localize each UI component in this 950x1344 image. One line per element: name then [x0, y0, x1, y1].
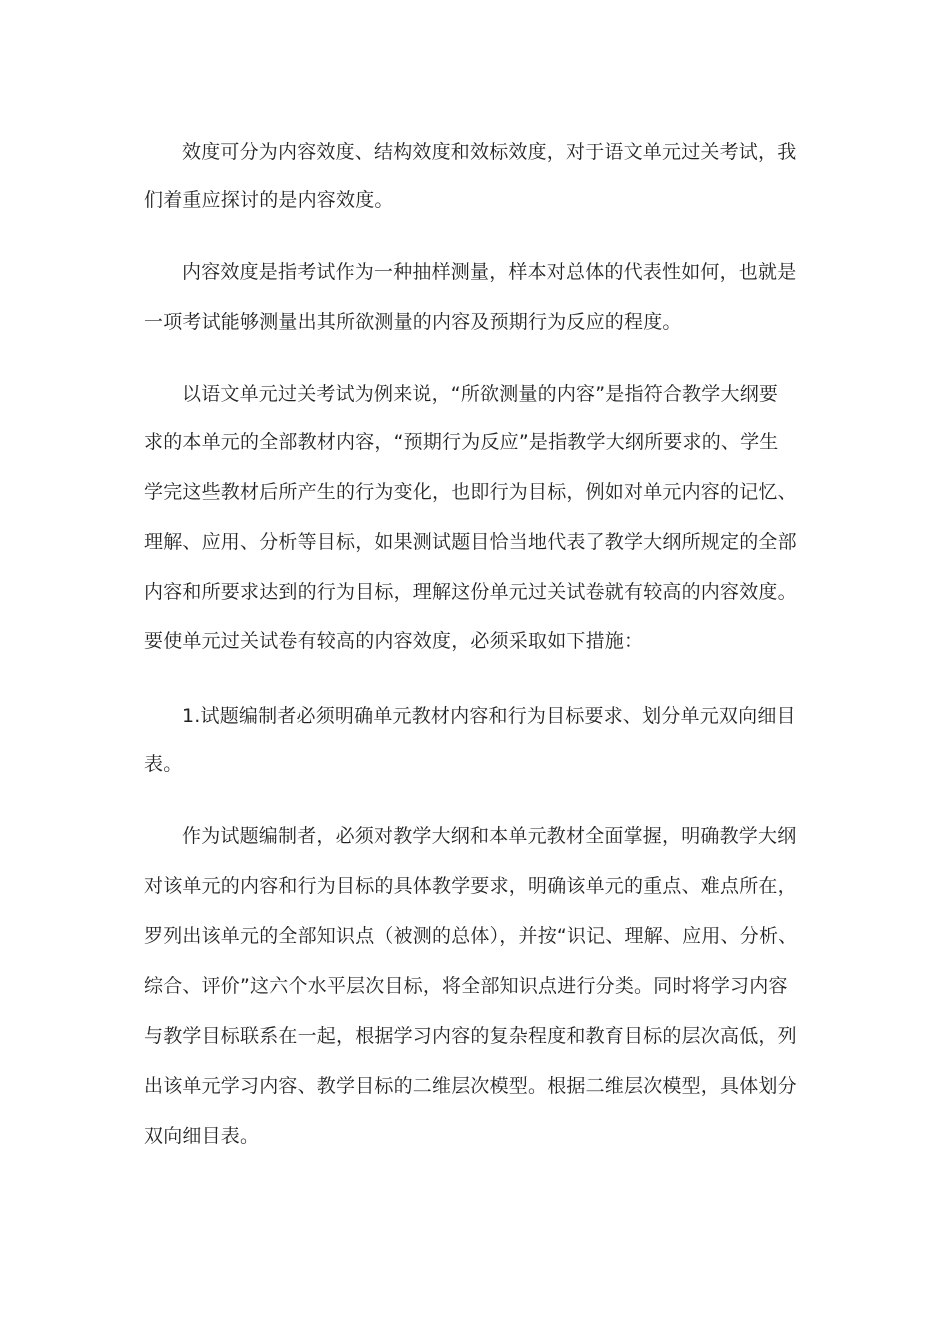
paragraph-3-line-5: 内容和所要求达到的行为目标，理解这份单元过关试卷就有较高的内容效度。 [144, 581, 797, 603]
paragraph-5-line-6: 出该单元学习内容、教学目标的二维层次模型。根据二维层次模型，具体划分 [144, 1075, 797, 1097]
paragraph-4-line-1: 1.试题编制者必须明确单元教材内容和行为目标要求、划分单元双向细目 [182, 705, 796, 727]
paragraph-3-line-4: 理解、应用、分析等目标，如果测试题目恰当地代表了教学大纲所规定的全部 [144, 531, 797, 553]
paragraph-1-line-1: 效度可分为内容效度、结构效度和效标效度，对于语文单元过关考试，我 [182, 141, 797, 163]
paragraph-5-line-2: 对该单元的内容和行为目标的具体教学要求，明确该单元的重点、难点所在， [144, 875, 797, 897]
paragraph-2-line-1: 内容效度是指考试作为一种抽样测量，样本对总体的代表性如何，也就是 [182, 261, 797, 283]
paragraph-5-line-7: 双向细目表。 [144, 1125, 260, 1147]
paragraph-3-line-6: 要使单元过关试卷有较高的内容效度，必须采取如下措施： [144, 630, 644, 652]
paragraph-5-line-1: 作为试题编制者，必须对教学大纲和本单元教材全面掌握，明确教学大纲 [182, 825, 797, 847]
paragraph-3-line-1: 以语文单元过关考试为例来说，“所欲测量的内容”是指符合教学大纲要 [182, 383, 779, 405]
paragraph-3-line-2: 求的本单元的全部教材内容，“预期行为反应”是指教学大纲所要求的、学生 [144, 431, 779, 453]
paragraph-4-line-2: 表。 [144, 753, 183, 775]
paragraph-5-line-4: 综合、评价”这六个水平层次目标，将全部知识点进行分类。同时将学习内容 [144, 975, 788, 997]
paragraph-3-line-3: 学完这些教材后所产生的行为变化，也即行为目标，例如对单元内容的记忆、 [144, 481, 797, 503]
paragraph-5-line-5: 与教学目标联系在一起，根据学习内容的复杂程度和教育目标的层次高低，列 [144, 1025, 797, 1047]
paragraph-2-line-2: 一项考试能够测量出其所欲测量的内容及预期行为反应的程度。 [144, 311, 682, 333]
paragraph-1-line-2: 们着重应探讨的是内容效度。 [144, 189, 394, 211]
paragraph-5-line-3: 罗列出该单元的全部知识点（被测的总体），并按“识记、理解、应用、分析、 [144, 925, 798, 947]
